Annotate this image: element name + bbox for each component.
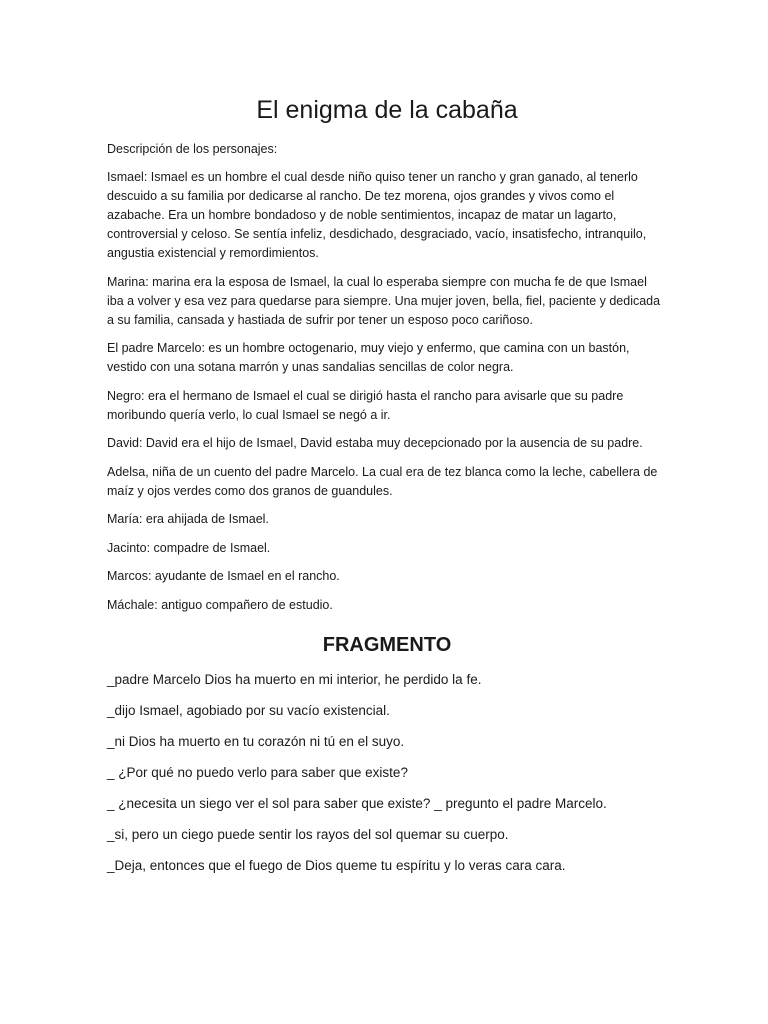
- characters-intro: Descripción de los personajes:: [107, 142, 278, 156]
- dialogue-line: _ ¿necesita un siego ver el sol para saber que existe? _ pregunto el padre Marcelo.: [107, 795, 607, 811]
- dialogue-line: _Deja, entonces que el fuego de Dios queme tu espíritu y lo veras cara cara.: [107, 857, 566, 873]
- character-description-marcos: Marcos: ayudante de Ismael en el rancho.: [107, 569, 340, 583]
- character-description-maria: María: era ahijada de Ismael.: [107, 512, 269, 526]
- character-description-jacinto: Jacinto: compadre de Ismael.: [107, 540, 271, 555]
- document-body: [107, 95, 667, 887]
- character-description-ismael: Ismael: Ismael es un hombre el cual desde niño quiso tener un rancho y gran ganado, al tenerlo descuido a su familia por dedicarse al rancho. De tez morena, ojos grandes y vivos como el azabache. Era un hombre bondadoso y de noble sentimientos, incapaz de matar un lagarto, controversial y celoso. Se sentía infeliz, desdichado, desgraciado, vacío, insatisfecho, intranquilo, angustia existencial y remordimientos.: [107, 170, 647, 260]
- dialogue-line: _si, pero un ciego puede sentir los rayos del sol quemar su cuerpo.: [107, 826, 509, 842]
- dialogue-line: _padre Marcelo Dios ha muerto en mi interior, he perdido la fe.: [107, 671, 482, 687]
- fragment-heading: FRAGMENTO: [322, 633, 452, 656]
- character-description-negro: Negro: era el hermano de Ismael el cual se dirigió hasta el rancho para avisarle que su padre moribundo quería verlo, lo cual Ismael se negó a ir.: [107, 388, 624, 422]
- document-title: El enigma de la cabaña: [256, 96, 518, 124]
- dialogue-line: _dijo Ismael, agobiado por su vacío existencial.: [107, 702, 390, 718]
- character-description-david: David: David era el hijo de Ismael, David estaba muy decepcionado por la ausencia de su padre.: [107, 436, 643, 450]
- dialogue-line: _ni Dios ha muerto en tu corazón ni tú en el suyo.: [107, 733, 405, 749]
- character-description-machale: Máchale: antiguo compañero de estudio.: [107, 597, 333, 612]
- character-description-padre-marcelo: El padre Marcelo: es un hombre octogenario, muy viejo y enfermo, que camina con un bastón, vestido con una sotana marrón y unas sandalias sencillas de color negra.: [107, 341, 630, 374]
- dialogue-line: _ ¿Por qué no puedo verlo para saber que existe?: [107, 764, 408, 780]
- character-description-marina: Marina: marina era la esposa de Ismael, la cual lo esperaba siempre con mucha fe de que Ismael iba a volver y esa vez para quedarse para siempre. Una mujer joven, bella, fiel, paciente y dedicada a su familia, cansada y hastiada de sufrir por tener un esposo poco cariñoso.: [107, 274, 661, 327]
- character-description-adelsa: Adelsa, niña de un cuento del padre Marcelo. La cual era de tez blanca como la leche, cabellera de maíz y ojos verdes como dos granos de guandules.: [107, 464, 658, 498]
